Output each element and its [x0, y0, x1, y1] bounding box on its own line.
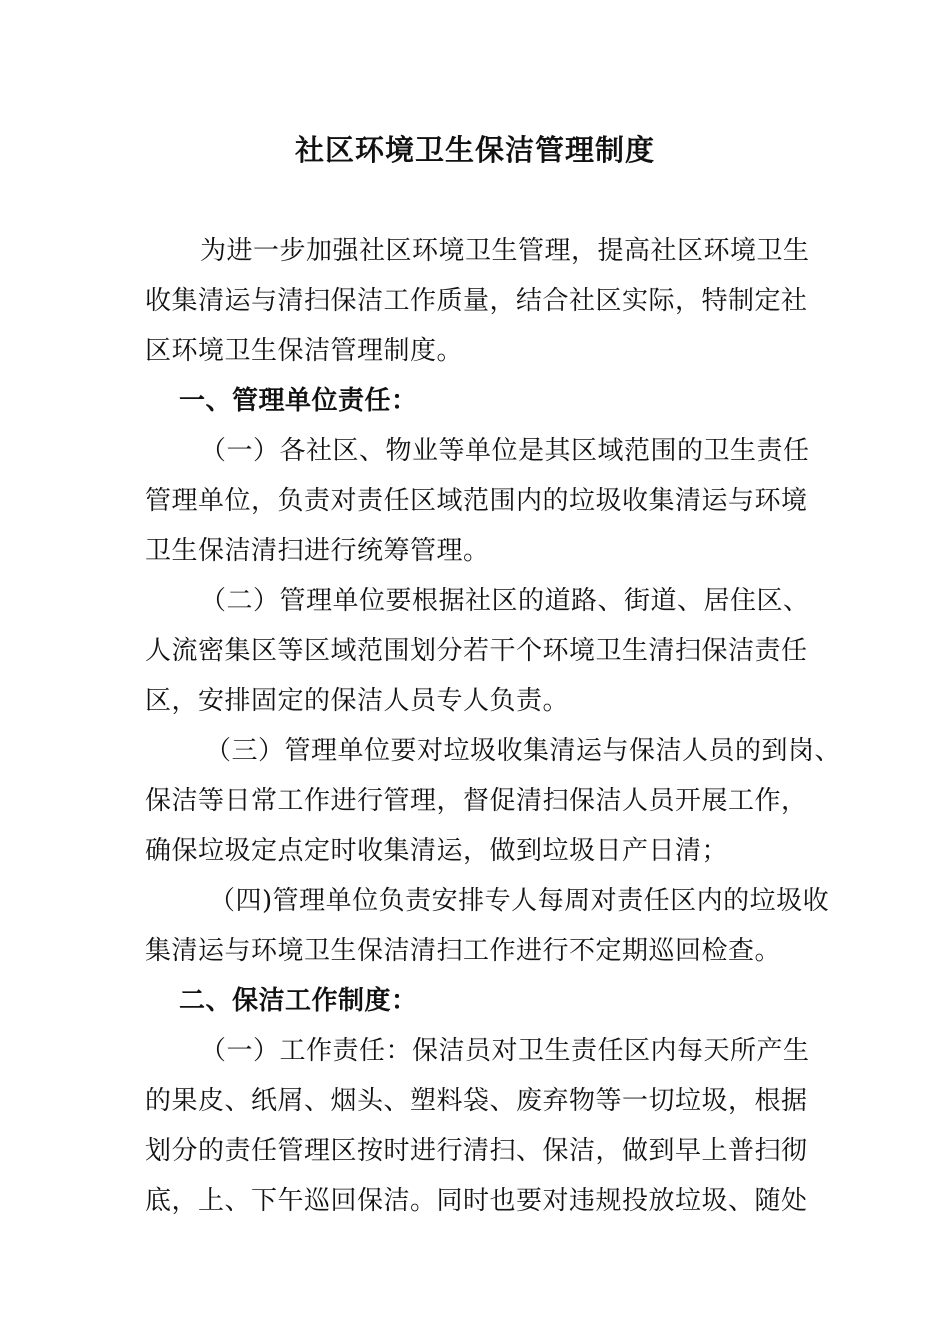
paragraph-line: （一）各社区、物业等单位是其区域范围的卫生责任	[200, 436, 810, 466]
paragraph-line: （四)管理单位负责安排专人每周对责任区内的垃圾收	[209, 886, 830, 916]
paragraph-line: 区，安排固定的保洁人员专人负责。	[145, 686, 570, 716]
paragraph-line: 区环境卫生保洁管理制度。	[145, 336, 464, 366]
paragraph-line: 卫生保洁清扫进行统筹管理。	[145, 536, 490, 566]
paragraph-line: 底，上、下午巡回保洁。同时也要对违规投放垃圾、随处	[145, 1186, 808, 1216]
paragraph-line: 的果皮、纸屑、烟头、塑料袋、废弃物等一切垃圾，根据	[145, 1086, 808, 1116]
paragraph-line: （一）工作责任：保洁员对卫生责任区内每天所产生	[200, 1036, 810, 1066]
section-heading: 一、管理单位责任：	[179, 386, 418, 416]
section-heading: 二、保洁工作制度：	[179, 986, 418, 1016]
paragraph-line: 集清运与环境卫生保洁清扫工作进行不定期巡回检查。	[145, 936, 782, 966]
paragraph-line: 收集清运与清扫保洁工作质量，结合社区实际，特制定社	[145, 286, 808, 316]
paragraph-line: （二）管理单位要根据社区的道路、街道、居住区、	[200, 586, 810, 616]
document-title: 社区环境卫生保洁管理制度	[294, 133, 655, 167]
paragraph-line: 管理单位，负责对责任区域范围内的垃圾收集清运与环境	[145, 486, 808, 516]
paragraph-line: 划分的责任管理区按时进行清扫、保洁，做到早上普扫彻	[145, 1136, 808, 1166]
paragraph-line: 人流密集区等区域范围划分若干个环境卫生清扫保洁责任	[145, 636, 808, 666]
document-body	[145, 226, 842, 1226]
paragraph-line: 为进一步加强社区环境卫生管理，提高社区环境卫生	[200, 236, 810, 266]
paragraph-line: 确保垃圾定点定时收集清运，做到垃圾日产日清；	[145, 836, 729, 866]
paragraph-line: 保洁等日常工作进行管理，督促清扫保洁人员开展工作，	[145, 786, 808, 816]
paragraph-line: （三）管理单位要对垃圾收集清运与保洁人员的到岗、	[205, 736, 842, 766]
